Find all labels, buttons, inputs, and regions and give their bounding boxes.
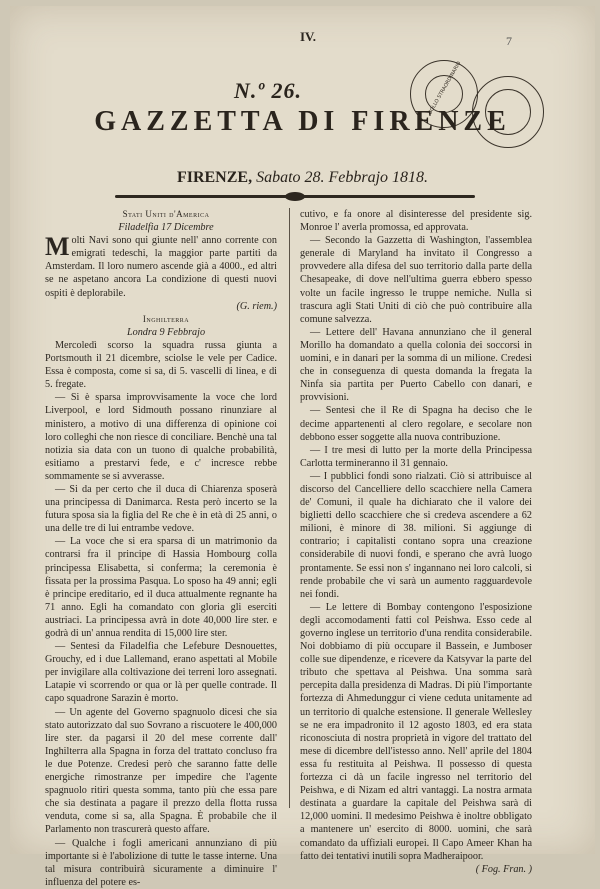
article-paragraph: cutivo, e fa onore al disinteresse del presidente sig. Monroe l' averla promossa, ed approvata.	[300, 209, 532, 234]
article-paragraph: — Sentesi che il Re di Spagna ha deciso che le decime appartenenti al clero regolare, e secolare non debbono esser soggette alla nuova contribuzione.	[300, 405, 532, 443]
article-paragraph: — I tre mesi di lutto per la morte della Principessa Carlotta termineranno il 31 gennaio.	[300, 444, 532, 469]
ornamental-rule	[115, 195, 475, 198]
drop-cap: M	[45, 232, 70, 262]
corner-mark: 7	[506, 34, 512, 48]
article-paragraph: — Si è sparsa improvvisamente la voce che lord Liverpool, e lord Sidmouth possano rinunziare al ministero, a motivo di una differenza di opinione coi loro colleghi che non riesce di conciliare. Benchè una tal notizia sia data con un tuono di qualche probabilità, esitiamo a prestarvi fede, e c' incresce rebbe sommamente se si avverasse.	[45, 392, 277, 482]
article-paragraph: Mercoledì scorso la squadra russa giunta a Portsmouth il 21 dicembre, sciolse le vele per Cadice. Essa è composta, come si sa, di 5. vascelli di linea, e di 5. fregate.	[45, 339, 277, 391]
article-paragraph: Molti Navi sono qui giunte nell' anno corrente con emigrati tedeschi, la maggior parte partiti da Amsterdam. Il loro numero ascende già a 4000., ed altri se ne aspetano ancora La condizione di questi nuovi ospiti è deplorabile.	[45, 232, 277, 299]
section-heading: Stati Uniti d'America	[122, 209, 210, 219]
article-paragraph: — Le lettere di Bombay contengono l'esposizione degli accomodamenti fatti col Peishwa. Esso cede al governo inglese un territorio d'una rendita considerabile. Noi dobbiamo di più occupare il Bassein, e Jumboser colle sue dipendenze, e ricevere da Katsyvar la parte del tributo che spettava al Peishwa. Una somma sarà percepita dalla presidenza di Madras. Di più l'importante fortezza di Ahmedunggur ci viene ceduta unitamente ad un territorio di qualche estensione. Il generale Wellesley se ne era impadronito il 12 agosto 1803, ed era stata riconosciuta di nostra proprietà in vigore del trattato del mese di dicembre dell'istesso anno. Nell' aprile del 1804 essa fu restituita al Peishwa. Il possesso di questa fortezza ci dà un facile ingresso nel territorio del Peishwa, e di Nizam ed altri vantaggi. La nostra armata destinata a guardare la capitale del Peishwa sarà di 12,000 uomini. Il medesimo Peishwa è inoltre obbligato a mantenere un' esercito di 8000. uomini, che sarà comandato da uffiziali europei. Il Capo Ameer Khan ha fatto dei tentativi inutili sopra Madheraipoor.	[300, 601, 532, 862]
dateline-date: Sabato 28. Febbrajo 1818.	[252, 169, 429, 186]
newspaper-page	[10, 6, 595, 888]
page-number: IV.	[300, 29, 317, 44]
source-attribution: (G. riem.)	[236, 300, 277, 312]
article-paragraph: — Lettere dell' Havana annunziano che il general Morillo ha domandato a quella colonia dei soccorsi in uomini, e in danari per la somma di un milione. Credesi che in conseguenza di questa domanda la fregata la Ninfa sia partita per Puerto Cabello con danari, e provvisioni.	[300, 326, 532, 404]
column-divider	[289, 208, 290, 808]
column-right	[300, 208, 532, 876]
section-heading: Inghilterra	[142, 313, 190, 324]
article-paragraph: — Si da per certo che il duca di Chiarenza sposerà una principessa di Danimarca. Resta però incerto se la futura sposa sia la figlia del Re che è in età di 25 anni, o una delle tre di lui entrambe vedove.	[45, 483, 277, 535]
article-paragraph: — Qualche i fogli americani annunziano di più importante si è l'abolizione di tutte le tasse interne. Una tal misura contribuirà sicuramente a diminuire l' influenza del potere es-	[45, 837, 277, 888]
article-paragraph: — Sentesi da Filadelfia che Lefebure Desnouettes, Grouchy, ed i due Lallemand, erano aspettati al Mobile per invigilare alla coltivazione dei terreni loro assegnati. Latapie vi scorrendo or qua or là per quelle contrade. Il capo squadrone Sarazin è morto.	[45, 641, 277, 705]
dateline-city: FIRENZE,	[176, 169, 253, 186]
article-paragraph: — La voce che si era sparsa di un matrimonio da contrarsi fra il principe di Hassia Hombourg colla principessa Elisabetta, si conferma; la ceremonia è fissata per la prossima Pasqua. Lo sposo ha 49 anni; egli è principe ereditario, ed il duca attualmente regnante ha 71 anno. Egli ha comandato con gloria gli eserciti austriaci. La principessa avrà in dote 40,000 lire ster. e godrà di un' annua rendita di 15,000 lire ster.	[45, 536, 277, 639]
stamp-text: BOLLO STRAORDINARIO	[427, 60, 463, 116]
section-dateline: Filadelfia 17 Dicembre	[118, 222, 214, 234]
masthead-title: GAZZETTA DI FIRENZE	[94, 106, 511, 137]
article-paragraph: — Un agente del Governo spagnuolo dicesi che sia stato autorizzato dal suo Sovrano a riscuotere le 400,000 lire ster. da pagarsi il 20 del mese corrente dall' Inghilterra alla Spagna in forza del trattato concluso fra le due Potenze. Credesi però che saranno fatte delle energiche rimostranze per impedire che l'agente spagnuolo ritiri questa somma, tanto più che essa pare che sia destinata a pagare il prezzo della flotta russa venduta, come si sa, alla Spagna. È probabile che il Parlamento non trascurerà questo affare.	[45, 706, 277, 836]
issue-number: N.º 26.	[234, 78, 302, 103]
article-paragraph: — Secondo la Gazzetta di Washington, l'assemblea generale di Maryland ha invitato il Congresso a provvedere alla difesa del suo territorio dalla parte della Chesapeake, di dove nell'ultima guerra ebbero spesso volte un facile ingresso le truppe nemiche. Nulla si trascura agli Stati Uniti di ciò che può contribuire alla comune salvezza.	[300, 235, 532, 325]
source-attribution: ( Fog. Fran. )	[475, 863, 532, 875]
article-paragraph: — I pubblici fondi sono rialzati. Ciò si attribuisce al discorso del Cancelliere dello scacchiere nella Camera de' Comuni, il quale ha dichiarato che il valore dei biglietti dello scacchiere che si credeva ascendere a 62 milioni, è minore di 38. milioni. Si aggiunge di contrario; i capitalisti contano sopra una creazione considerabile di nuovi fondi, e sperano che avrà luogo prontamente. Se essi non s' ingannano nei loro calcoli, si rende probabile che vi sarà un aumento ragguardevole nei fondi.	[300, 470, 532, 600]
column-left	[45, 208, 277, 889]
dateline	[10, 169, 595, 187]
section-dateline: Londra 9 Febbrajo	[126, 326, 206, 338]
